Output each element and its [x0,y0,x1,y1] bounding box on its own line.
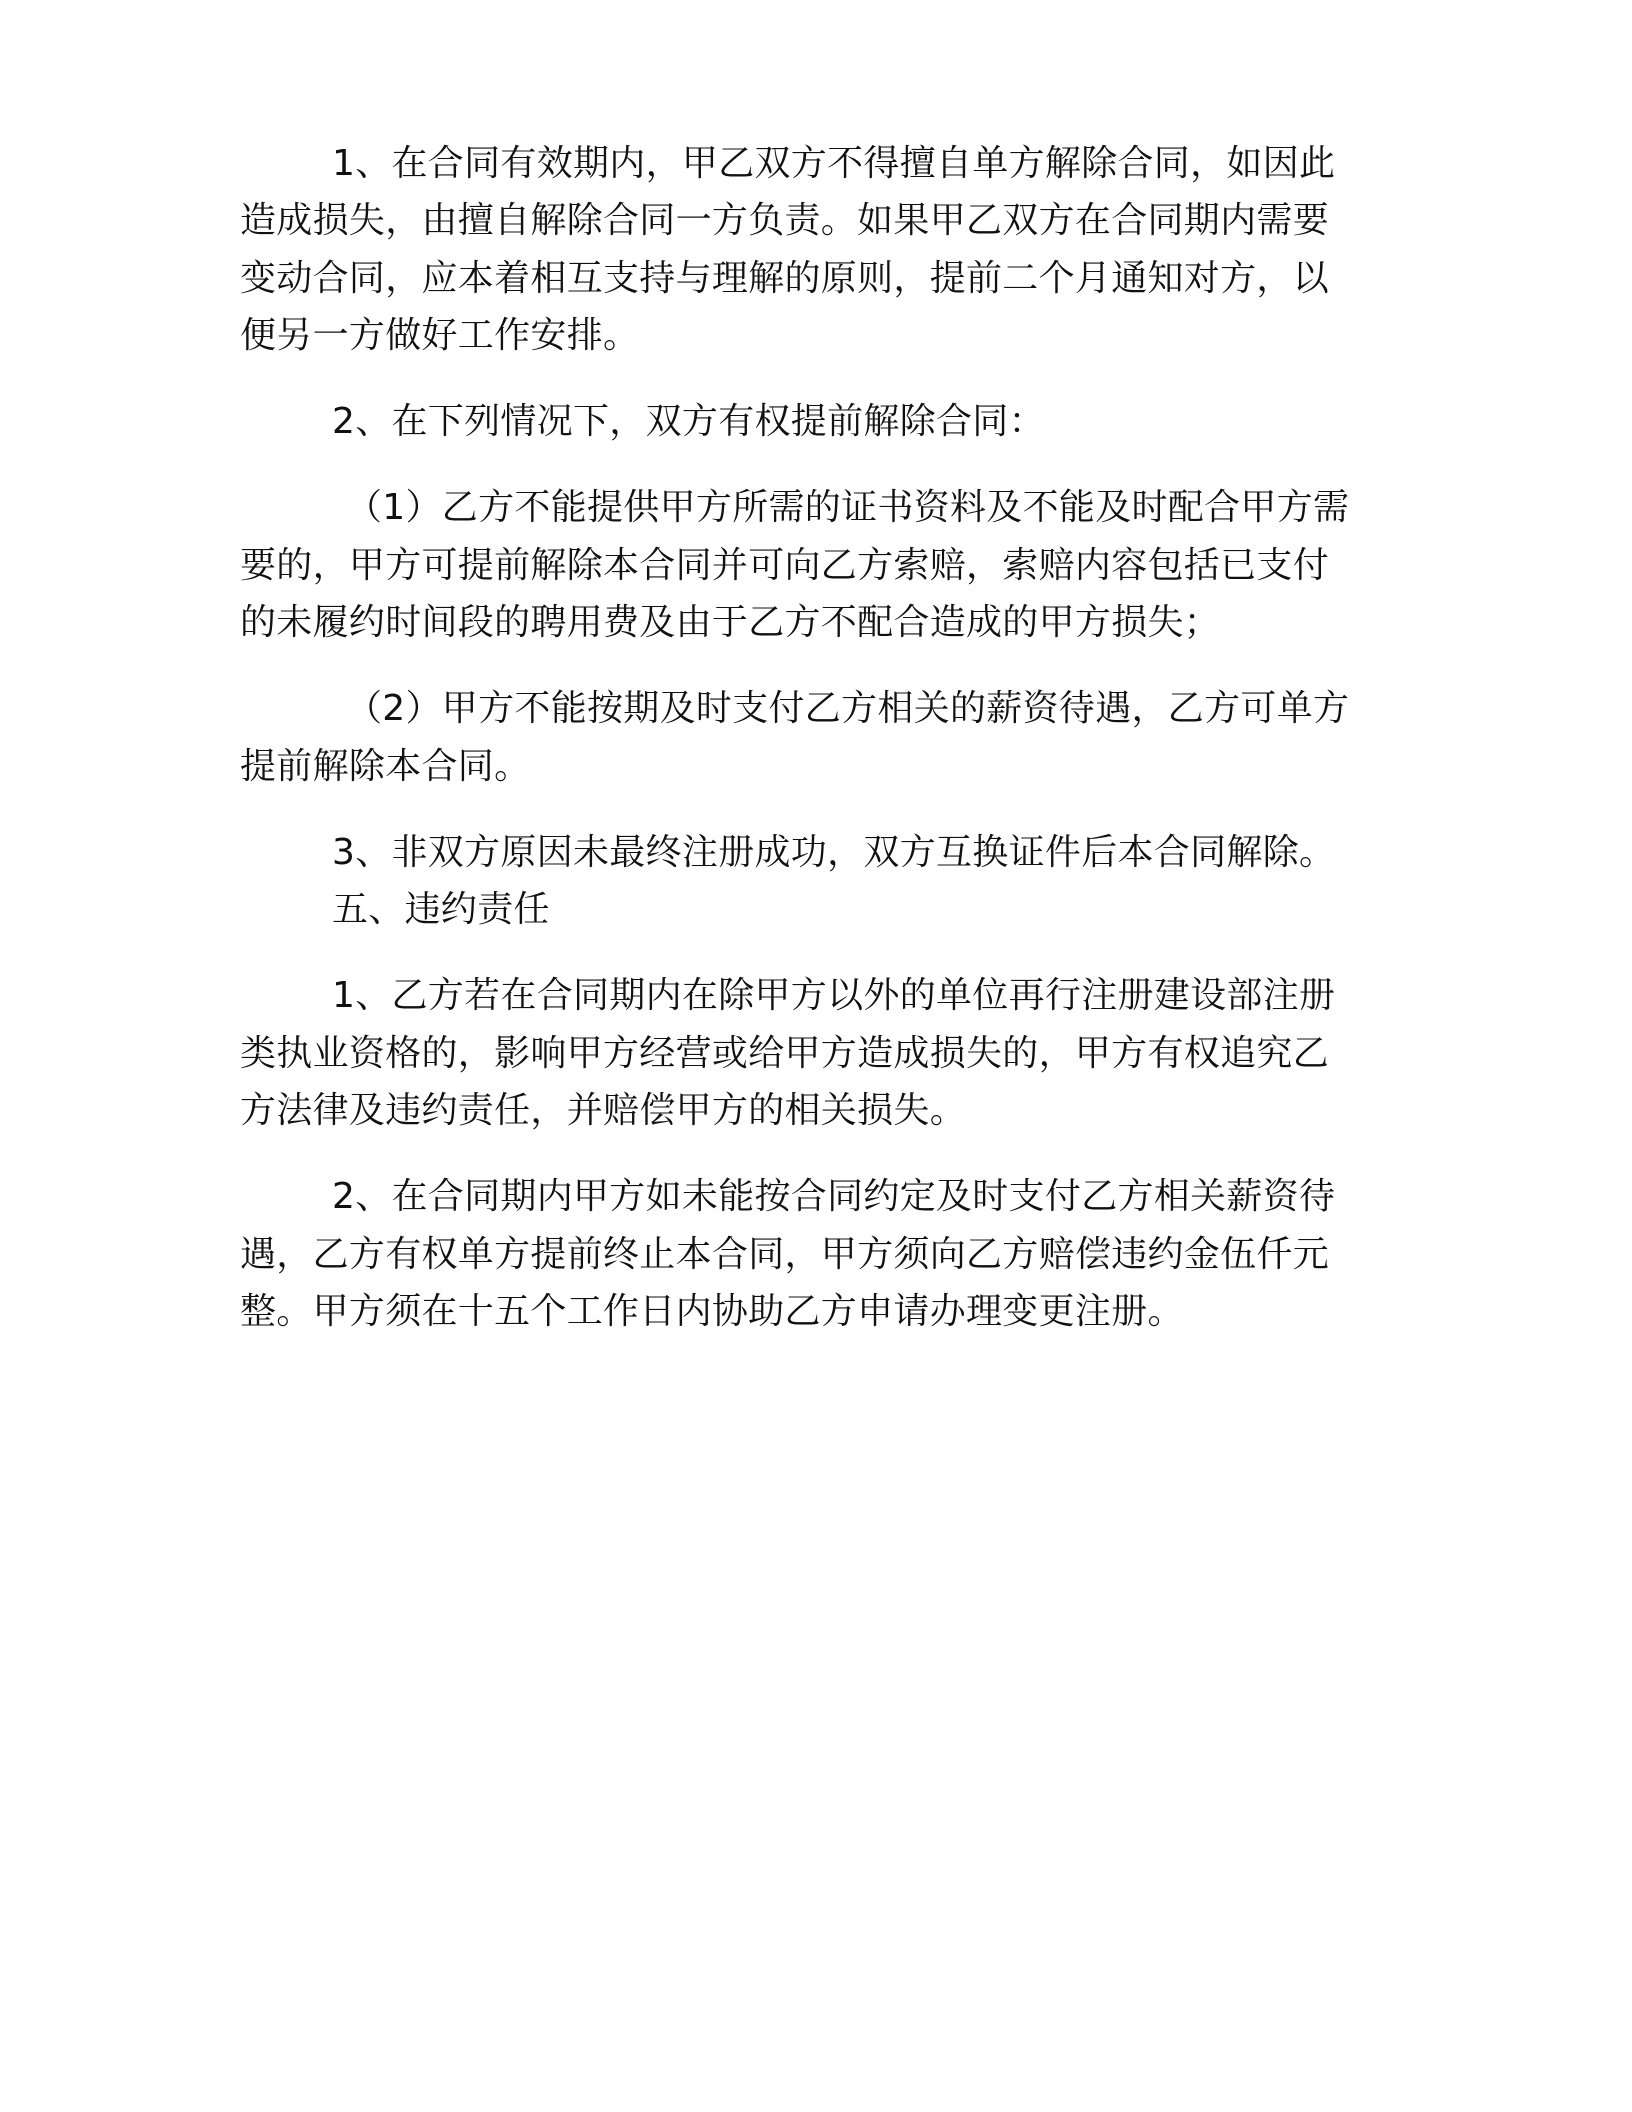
text-line: （2）甲方不能按期及时支付乙方相关的薪资待遇，乙方可单方 [346,688,1350,729]
text-line: （1）乙方不能提供甲方所需的证书资料及不能及时配合甲方需 [346,487,1350,528]
text-line: 遇，乙方有权单方提前终止本合同，甲方须向乙方赔偿违约金伍仟元 [240,1234,1330,1275]
text-line: 便另一方做好工作安排。 [240,315,640,356]
text-line: 整。甲方须在十五个工作日内协助乙方申请办理变更注册。 [240,1291,1184,1332]
text-line: 方法律及违约责任，并赔偿甲方的相关损失。 [240,1090,967,1131]
text-line: 的未履约时间段的聘用费及由于乙方不配合造成的甲方损失； [240,602,1221,643]
text-line: 变动合同，应本着相互支持与理解的原则，提前二个月通知对方，以 [240,258,1330,299]
text-line: 类执业资格的，影响甲方经营或给甲方造成损失的，甲方有权追究乙 [240,1033,1330,1074]
text-line: 2、在下列情况下，双方有权提前解除合同： [332,401,1045,442]
text-line: 造成损失，由擅自解除合同一方负责。如果甲乙双方在合同期内需要 [240,200,1330,241]
text-line: 1、乙方若在合同期内在除甲方以外的单位再行注册建设部注册 [332,975,1336,1016]
text-line: 3、非双方原因未最终注册成功，双方互换证件后本合同解除。 [332,832,1336,873]
text-line: 提前解除本合同。 [240,746,531,787]
text-line: 2、在合同期内甲方如未能按合同约定及时支付乙方相关薪资待 [332,1176,1336,1217]
text-line: 要的，甲方可提前解除本合同并可向乙方索赔，索赔内容包括已支付 [240,545,1330,586]
text-line: 1、在合同有效期内，甲乙双方不得擅自单方解除合同，如因此 [332,143,1336,184]
section-heading-text: 五、违约责任 [332,889,550,930]
